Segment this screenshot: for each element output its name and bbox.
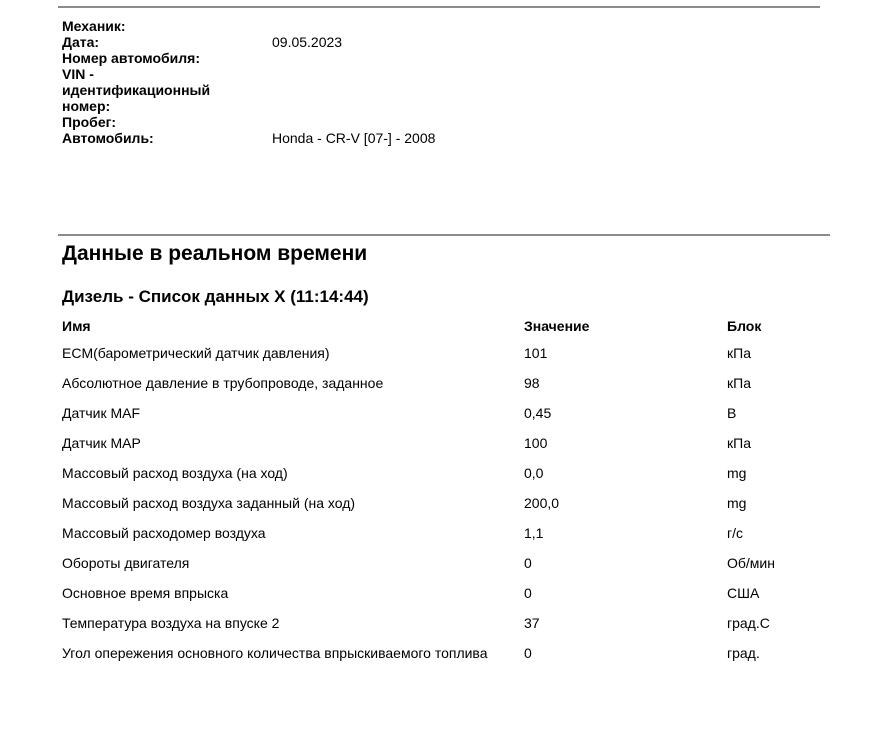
info-row-date bbox=[62, 34, 522, 50]
section-title: Данные в реальном времени bbox=[62, 242, 368, 265]
table-header bbox=[62, 314, 802, 338]
row-name: Датчик MAF bbox=[62, 405, 141, 421]
info-value bbox=[272, 66, 522, 114]
info-value: 09.05.2023 bbox=[272, 34, 343, 50]
info-label: Номер автомобиля: bbox=[62, 50, 201, 66]
row-name: Массовый расход воздуха (на ход) bbox=[62, 465, 288, 481]
column-header-name: Имя bbox=[62, 318, 91, 334]
row-name: Датчик MAP bbox=[62, 435, 141, 451]
row-name: Угол опережения основного количества впрыскиваемого топлива bbox=[62, 645, 488, 661]
row-value: 98 bbox=[524, 375, 540, 391]
row-value: 0 bbox=[524, 645, 532, 661]
row-name: ECM(барометрический датчик давления) bbox=[62, 345, 330, 361]
table-row bbox=[62, 428, 802, 458]
table-row bbox=[62, 458, 802, 488]
column-header-unit: Блок bbox=[727, 318, 762, 334]
table-row bbox=[62, 368, 802, 398]
row-name: Температура воздуха на впуске 2 bbox=[62, 615, 280, 631]
info-value: Honda - CR-V [07-] - 2008 bbox=[272, 130, 436, 146]
info-value bbox=[272, 18, 522, 34]
row-value: 101 bbox=[524, 345, 548, 361]
row-name: Массовый расход воздуха заданный (на ход) bbox=[62, 495, 356, 511]
info-row-mechanic bbox=[62, 18, 522, 34]
row-value: 100 bbox=[524, 435, 548, 451]
row-name: Основное время впрыска bbox=[62, 585, 229, 601]
top-divider bbox=[58, 6, 820, 8]
row-unit: mg bbox=[727, 465, 747, 481]
column-header-value: Значение bbox=[524, 318, 590, 334]
row-name: Абсолютное давление в трубопроводе, заданное bbox=[62, 375, 384, 391]
table-row bbox=[62, 548, 802, 578]
table-row bbox=[62, 608, 802, 638]
row-unit: США bbox=[727, 585, 760, 601]
data-list-title: Дизель - Список данных X (11:14:44) bbox=[62, 287, 369, 306]
info-label: Дата: bbox=[62, 34, 100, 50]
row-unit: град. bbox=[727, 645, 760, 661]
info-row-vehicle bbox=[62, 130, 522, 146]
info-row-vin bbox=[62, 66, 522, 114]
row-value: 0,45 bbox=[524, 405, 552, 421]
row-value: 37 bbox=[524, 615, 540, 631]
row-unit: кПа bbox=[727, 435, 751, 451]
row-value: 0,0 bbox=[524, 465, 544, 481]
row-unit: В bbox=[727, 405, 737, 421]
info-row-plate bbox=[62, 50, 522, 66]
info-row-mileage bbox=[62, 114, 522, 130]
live-data-table bbox=[62, 314, 802, 668]
row-unit: Об/мин bbox=[727, 555, 775, 571]
row-name: Массовый расходомер воздуха bbox=[62, 525, 266, 541]
row-name: Обороты двигателя bbox=[62, 555, 190, 571]
row-value: 1,1 bbox=[524, 525, 544, 541]
info-label: Пробег: bbox=[62, 114, 117, 130]
info-value bbox=[272, 114, 522, 130]
row-unit: кПа bbox=[727, 345, 751, 361]
info-label: VIN - идентификационный номер: bbox=[62, 66, 211, 114]
row-unit: г/с bbox=[727, 525, 743, 541]
table-row bbox=[62, 488, 802, 518]
row-unit: град.С bbox=[727, 615, 770, 631]
info-value bbox=[272, 50, 522, 66]
table-row bbox=[62, 638, 802, 668]
table-body bbox=[62, 338, 802, 668]
row-value: 0 bbox=[524, 585, 532, 601]
row-value: 0 bbox=[524, 555, 532, 571]
row-value: 200,0 bbox=[524, 495, 560, 511]
info-label: Автомобиль: bbox=[62, 130, 154, 146]
row-unit: кПа bbox=[727, 375, 751, 391]
info-label: Механик: bbox=[62, 18, 126, 34]
table-row bbox=[62, 338, 802, 368]
vehicle-info bbox=[62, 18, 522, 146]
section-divider bbox=[58, 234, 830, 236]
table-row bbox=[62, 578, 802, 608]
table-row bbox=[62, 398, 802, 428]
table-row bbox=[62, 518, 802, 548]
row-unit: mg bbox=[727, 495, 747, 511]
